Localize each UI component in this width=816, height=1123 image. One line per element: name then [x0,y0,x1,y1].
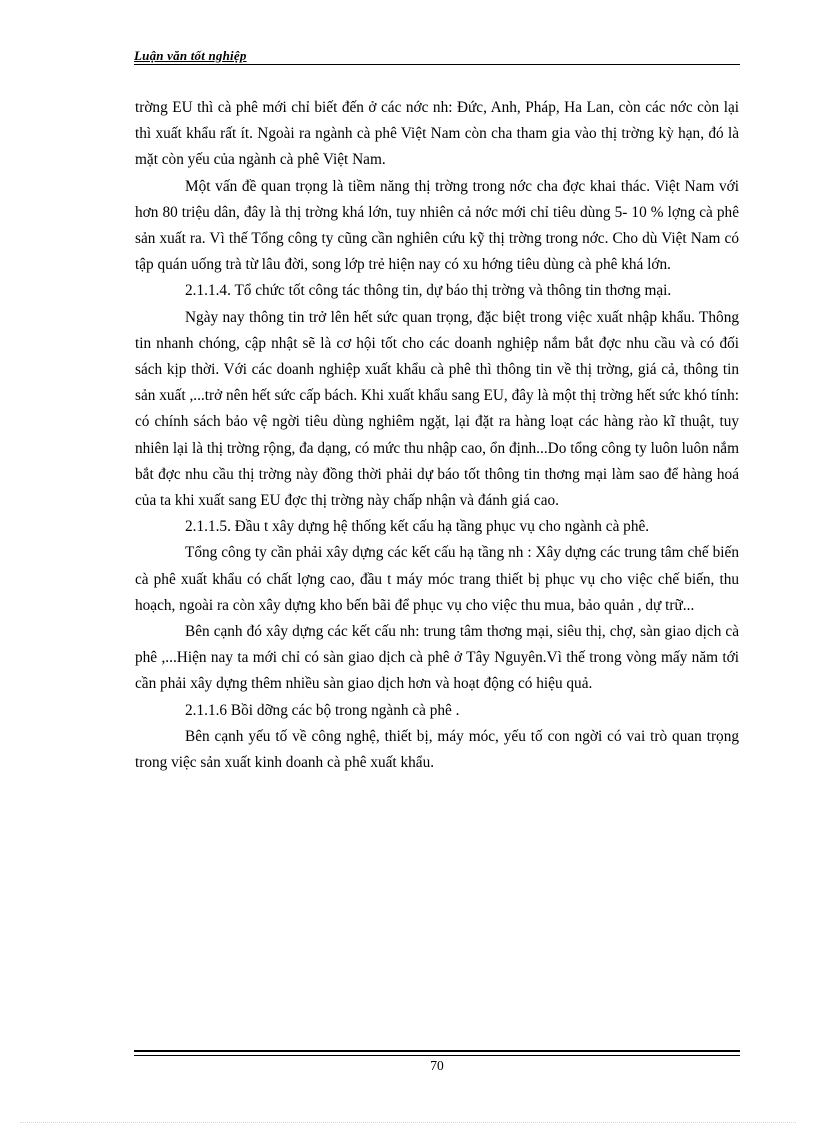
header-rule [134,64,740,65]
section-heading-2-1-1-5: 2.1.1.5. Đầu t xây dựng hệ thống kết cấu hạ tầng phục vụ cho ngành cà phê. [185,518,650,536]
paragraph-infrastructure: Tổng công ty cần phải xây dựng các kết cấu hạ tầng nh : Xây dựng các trung tâm chế biến cà phê xuất khẩu có chất lợng cao, đầu t máy móc trang thiết bị phục vụ cho việc chế biến, thu hoạch, ngoài ra còn xây dựng kho bến bãi để phục vụ cho việc thu mua, bảo quản , dự trữ... [135,544,739,614]
paragraph-human-factor: Bên cạnh yếu tố về công nghệ, thiết bị, máy móc, yếu tố con ngời có vai trò quan trọng trong việc sản xuất kinh doanh cà phê xuất khẩu. [135,727,739,772]
paragraph-domestic-market: Một vấn đề quan trọng là tiềm năng thị trờng trong nớc cha đợc khai thác. Việt Nam với hơn 80 triệu dân, đây là thị trờng khá lớn, tuy nhiên cả nớc mới chỉ tiêu dùng 5- 10 % lợng cà phê sản xuất ra. Vì thế Tổng công ty cũng cần nghiên cứu kỹ thị trờng trong nớc. Cho dù Việt Nam có tập quán uống trà từ lâu đời, song lớp trẻ hiện nay có xu hớng tiêu dùng cà phê khá lớn. [135,177,739,274]
running-header-title: Luận văn tốt nghiệp [134,48,247,63]
paragraph-trade-centers: Bên cạnh đó xây dựng các kết cấu nh: trung tâm thơng mại, siêu thị, chợ, sàn giao dịch cà phê ,...Hiện nay ta mới chỉ có sàn giao dịch cà phê ở Tây Nguyên.Vì thế trong vòng mấy năm tới cần phải xây dựng thêm nhiều sàn giao dịch hơn và hoạt động có hiệu quả. [135,623,739,693]
footer-rule-thick [134,1050,740,1052]
paragraph-information: Ngày nay thông tin trở lên hết sức quan trọng, đặc biệt trong việc xuất nhập khẩu. Thông tin nhanh chóng, cập nhật sẽ là cơ hội tốt cho các doanh nghiệp nắm bắt đợc nhu cầu và có đối sách kịp thời. Với các doanh nghiệp xuất khẩu cà phê thì thông tin về thị trờng, giá cả, thông tin sản xuất ,...trở nên hết sức cấp bách. Khi xuất khẩu sang EU, đây là một thị trờng hết sức khó tính: có chính sách bảo vệ ngời tiêu dùng nghiêm ngặt, lại đặt ra hàng loạt các hàng rào kĩ thuật, tuy nhiên lại là thị trờng rộng, đa dạng, có mức thu nhập cao, ổn định...Do tổng công ty luôn luôn nắm bắt đợc nhu cầu thị trờng này đồng thời phải dự báo tốt thông tin thơng mại làm sao để hàng hoá của ta khi xuất sang EU đợc thị trờng này chấp nhận và đánh giá cao. [135,308,739,510]
paragraph-eu-markets: trờng EU thì cà phê mới chỉ biết đến ở các nớc nh: Đức, Anh, Pháp, Ha Lan, còn các nớc còn lại thì xuất khẩu rất ít. Ngoài ra ngành cà phê Việt Nam còn cha tham gia vào thị trờng kỳ hạn, đó là mặt còn yếu của ngành cà phê Việt Nam. [135,99,739,169]
section-heading-2-1-1-6: 2.1.1.6 Bồi dỡng các bộ trong ngành cà phê . [185,701,460,719]
page-number: 70 [430,1058,444,1073]
section-heading-2-1-1-4: 2.1.1.4. Tổ chức tốt công tác thông tin, dự báo thị trờng và thông tin thơng mại. [185,282,672,300]
document-body [135,95,739,776]
footer-rule-thin [134,1055,740,1056]
